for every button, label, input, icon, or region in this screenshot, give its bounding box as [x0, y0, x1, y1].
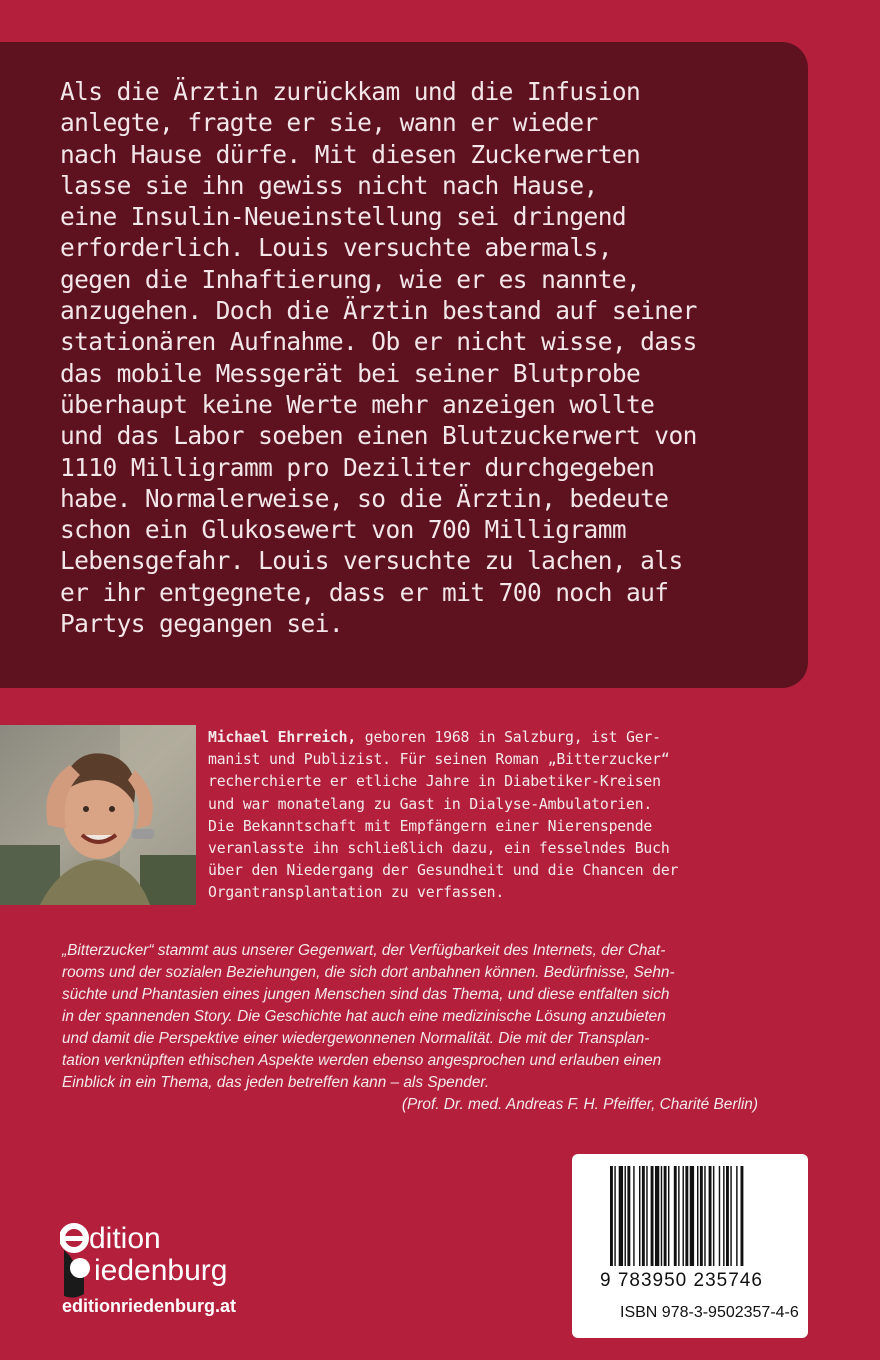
barcode-bar — [685, 1166, 688, 1266]
excerpt-line: eine Insulin-Neueinstellung sei dringend — [60, 202, 627, 232]
quote-line: tation verknüpften ethischen Aspekte werden ebenso angesprochen und erlauben einen — [62, 1052, 662, 1069]
barcode-bar — [674, 1166, 677, 1266]
quote-line: Einblick in ein Thema, das jeden betreffen kann – als Spender. — [62, 1074, 490, 1091]
barcode-bar — [651, 1166, 654, 1266]
quote-line: und damit die Perspektive einer wiedergewonnenen Normalität. Die mit der Transplan- — [62, 1030, 650, 1047]
isbn-number: ISBN 978-3-9502357-4-6 — [620, 1304, 799, 1321]
excerpt-line: Lebensgefahr. Louis versuchte zu lachen, als — [60, 546, 683, 576]
bio-line: über den Niedergang der Gesundheit und die Chancen der — [208, 862, 679, 880]
excerpt-line: Als die Ärztin zurückkam und die Infusion — [60, 77, 641, 106]
isbn-barcode — [572, 1154, 808, 1338]
excerpt-line: erforderlich. Louis versuchte abermals, — [60, 233, 612, 263]
barcode-bar — [678, 1166, 679, 1266]
barcode-bar — [683, 1166, 684, 1266]
barcode-bar — [625, 1166, 626, 1266]
barcode-bar — [655, 1166, 659, 1266]
author-photo — [0, 725, 196, 905]
publisher-logo — [60, 1210, 280, 1310]
barcode-bar — [709, 1166, 712, 1266]
quote-line: süchte und Phantasien eines jungen Menschen sind das Thema, und diese entfalten sich — [62, 986, 670, 1003]
excerpt-line: habe. Normalerweise, so die Ärztin, bedeute — [60, 483, 669, 513]
barcode-bar — [713, 1166, 714, 1266]
quote-attribution: (Prof. Dr. med. Andreas F. H. Pfeiffer, Charité Berlin) — [401, 1096, 758, 1113]
bio-line: Die Bekanntschaft mit Empfängern einer Nierenspende — [208, 817, 653, 835]
excerpt-line: anzugehen. Doch die Ärztin bestand auf seiner — [60, 296, 697, 326]
barcode-bar — [690, 1166, 694, 1266]
logo-text-line1: dition — [89, 1222, 161, 1255]
review-quote — [62, 940, 758, 1116]
logo-text-line2: iedenburg — [94, 1254, 228, 1287]
bio-line: veranlasste ihn schließlich dazu, ein fesselndes Buch — [208, 840, 670, 858]
excerpt-line: überhaupt keine Werte mehr anzeigen wollte — [60, 389, 655, 419]
excerpt-line: Partys gegangen sei. — [60, 609, 344, 639]
barcode-bar — [726, 1166, 729, 1266]
excerpt-line: gegen die Inhaftierung, wie er es nannte, — [60, 264, 641, 294]
barcode-bars — [608, 1166, 778, 1274]
quote-line: rooms und der sozialen Beziehungen, die sich dort anbahnen können. Bedürfnisse, Sehn- — [62, 964, 675, 981]
bio-line: Organtransplantation zu verfassen. — [208, 884, 505, 902]
barcode-bar — [664, 1166, 667, 1266]
barcode-bar — [661, 1166, 662, 1266]
barcode-bar — [741, 1166, 744, 1266]
book-excerpt — [60, 76, 800, 639]
barcode-bar — [668, 1166, 669, 1266]
barcode-bar — [719, 1166, 720, 1266]
excerpt-line: nach Hause dürfe. Mit diesen Zuckerwerten — [60, 139, 641, 169]
barcode-bar — [736, 1166, 737, 1266]
barcode-bar — [610, 1166, 613, 1266]
bio-line: recherchierte er etliche Jahre in Diabetiker-Kreisen — [208, 773, 661, 791]
quote-line: in der spannenden Story. Die Geschichte hat auch eine medizinische Lösung anzubieten — [62, 1008, 666, 1025]
barcode-bar — [723, 1166, 724, 1266]
bio-line-rest: geboren 1968 in Salzburg, ist Ger- — [356, 729, 661, 746]
quote-line: „Bitterzucker“ stammt aus unserer Gegenwart, der Verfügbarkeit des Internets, der Chat- — [62, 942, 666, 959]
excerpt-line: schon ein Glukosewert von 700 Milligramm — [60, 515, 627, 545]
excerpt-line: lasse sie ihn gewiss nicht nach Hause, — [60, 170, 598, 200]
barcode-bar — [700, 1166, 703, 1266]
barcode-bar — [633, 1166, 634, 1266]
excerpt-line: 1110 Milligramm pro Deziliter durchgegeben — [60, 452, 655, 482]
bio-line: manist und Publizist. Für seinen Roman „Bitterzucker“ — [208, 751, 670, 769]
barcode-bar — [642, 1166, 645, 1266]
barcode-bar — [627, 1166, 630, 1266]
excerpt-line: und das Labor soeben einen Blutzuckerwert von — [60, 421, 697, 451]
barcode-bar — [614, 1166, 615, 1266]
bio-line: und war monatelang zu Gast in Dialyse-Ambulatorien. — [208, 795, 653, 813]
barcode-bar — [639, 1166, 640, 1266]
bio-line — [208, 727, 756, 749]
publisher-url[interactable]: editionriedenburg.at — [62, 1296, 237, 1316]
author-name: Michael Ehrreich, — [208, 729, 357, 746]
author-bio — [208, 727, 756, 905]
excerpt-line: anlegte, fragte er sie, wann er wieder — [60, 108, 598, 138]
barcode-digits: 9 783950 235746 — [600, 1270, 763, 1291]
barcode-bar — [619, 1166, 623, 1266]
excerpt-line: er ihr entgegnete, dass er mit 700 noch auf — [60, 577, 669, 607]
barcode-bar — [697, 1166, 698, 1266]
excerpt-line: das mobile Messgerät bei seiner Blutprobe — [60, 358, 641, 388]
barcode-bar — [730, 1166, 731, 1266]
excerpt-line: stationären Aufnahme. Ob er nicht wisse, dass — [60, 327, 697, 357]
barcode-bar — [704, 1166, 705, 1266]
barcode-bar — [646, 1166, 647, 1266]
